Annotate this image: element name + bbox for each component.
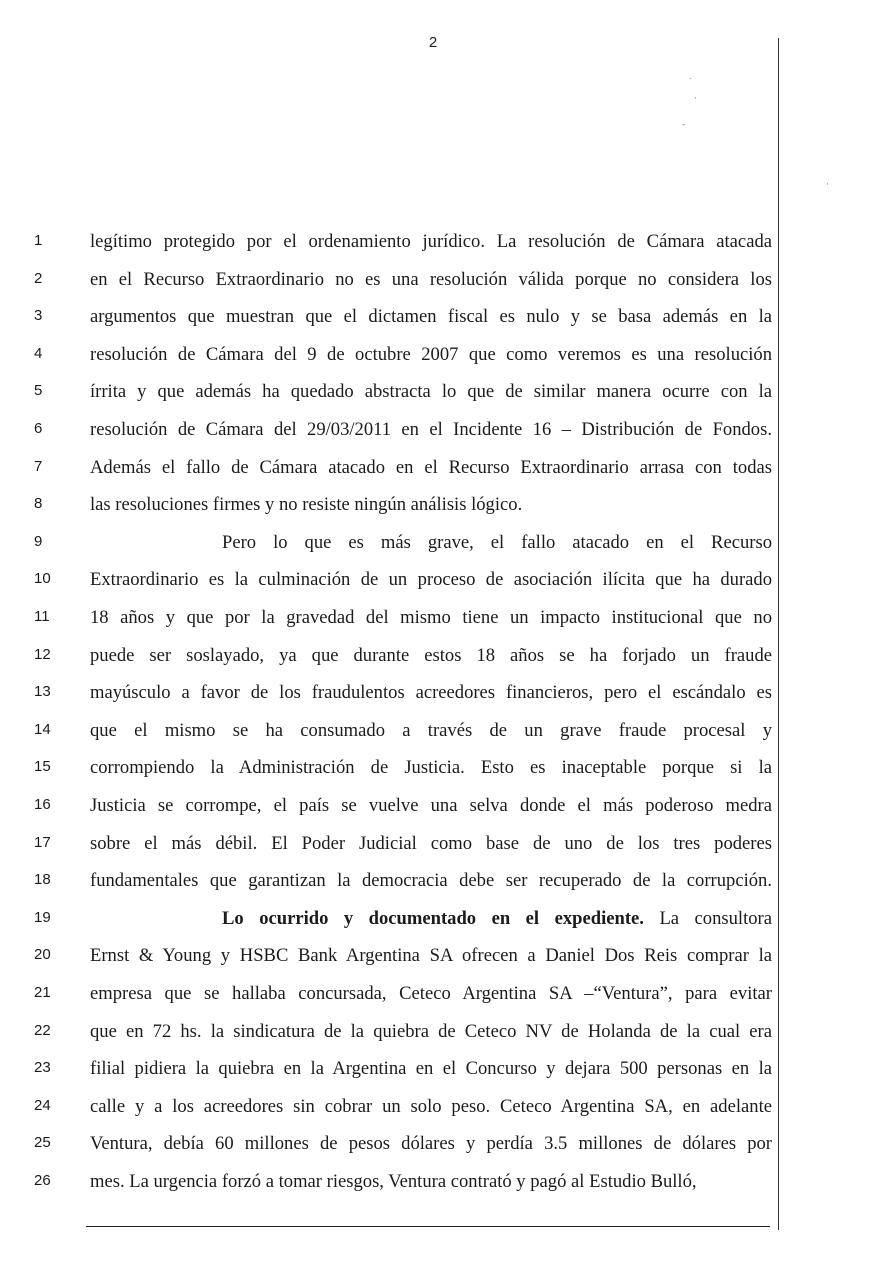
line-number: 7 — [34, 457, 43, 475]
line-text: calle y a los acreedores sin cobrar un solo peso. Ceteco Argentina SA, en adelante — [90, 1095, 772, 1117]
line-number: 11 — [34, 608, 50, 625]
document-line — [0, 794, 800, 818]
scan-speck: - — [682, 120, 686, 130]
line-number: 15 — [34, 758, 51, 776]
document-line — [0, 832, 800, 856]
line-text: mayúsculo a favor de los fraudulentos acreedores financieros, pero el escándalo es — [90, 682, 772, 704]
document-line — [0, 1095, 800, 1119]
document-line — [0, 1020, 800, 1044]
line-number: 16 — [34, 796, 51, 813]
footer-rule — [86, 1226, 770, 1227]
line-number: 3 — [34, 307, 43, 325]
line-number: 17 — [34, 833, 51, 851]
line-number: 25 — [34, 1134, 51, 1152]
document-line — [0, 568, 800, 592]
line-text: puede ser soslayado, ya que durante estos 18 años se ha forjado un fraude — [90, 644, 772, 666]
line-text: 18 años y que por la gravedad del mismo tiene un impacto institucional que no — [90, 607, 772, 628]
line-text: Justicia se corrompe, el país se vuelve una selva donde el más poderoso medra — [90, 795, 772, 816]
section-heading: Lo ocurrido y documentado en el expediente. — [222, 907, 644, 929]
document-line — [0, 230, 800, 254]
document-line — [0, 1170, 800, 1194]
page-number: 2 — [428, 34, 438, 51]
line-number: 12 — [34, 645, 51, 663]
line-number: 14 — [34, 720, 51, 738]
line-number: 1 — [34, 232, 43, 249]
line-text: Además el fallo de Cámara atacado en el Recurso Extraordinario arrasa con todas — [90, 456, 772, 478]
document-line — [0, 869, 800, 893]
document-line — [0, 606, 800, 630]
line-text: en el Recurso Extraordinario no es una resolución válida porque no considera los — [90, 268, 772, 290]
line-text: argumentos que muestran que el dictamen fiscal es nulo y se basa además en la — [90, 306, 772, 328]
document-line — [0, 681, 800, 705]
line-text: sobre el más débil. El Poder Judicial como base de uno de los tres poderes — [90, 832, 772, 854]
document-line — [0, 644, 800, 668]
line-number: 6 — [34, 420, 43, 437]
line-text-rest: La consultora — [659, 907, 772, 929]
line-number: 20 — [34, 946, 51, 964]
line-text: Ventura, debía 60 millones de pesos dólares y perdía 3.5 millones de dólares por — [90, 1133, 772, 1155]
line-text: empresa que se hallaba concursada, Ceteco Argentina SA –“Ventura”, para evitar — [90, 983, 772, 1004]
line-text: corrompiendo la Administración de Justicia. Esto es inaceptable porque si la — [90, 757, 772, 779]
line-number: 10 — [34, 570, 51, 588]
document-line — [0, 944, 800, 968]
line-text: Ernst & Young y HSBC Bank Argentina SA ofrecen a Daniel Dos Reis comprar la — [90, 945, 772, 967]
scan-speck: · — [826, 180, 829, 190]
document-line — [0, 456, 800, 480]
document-line — [0, 305, 800, 329]
line-number: 24 — [34, 1096, 51, 1114]
document-line — [0, 907, 800, 931]
line-text: írrita y que además ha quedado abstracta lo que de similar manera ocurre con la — [90, 381, 772, 403]
line-number: 23 — [34, 1059, 51, 1077]
line-text — [222, 907, 772, 931]
document-line — [0, 418, 800, 442]
line-number: 4 — [34, 344, 43, 362]
document-line — [0, 982, 800, 1006]
line-text: las resoluciones firmes y no resiste ningún análisis lógico. — [90, 494, 523, 516]
line-text: mes. La urgencia forzó a tomar riesgos, Ventura contrató y pagó al Estudio Bulló, — [90, 1171, 697, 1192]
document-line — [0, 531, 800, 555]
line-number: 13 — [34, 683, 51, 701]
document-line — [0, 1057, 800, 1081]
document-line — [0, 493, 800, 517]
line-number: 9 — [34, 532, 43, 550]
scan-speck: ˙ — [688, 78, 693, 88]
document-line — [0, 1132, 800, 1156]
line-text: fundamentales que garantizan la democracia debe ser recuperado de la corrupción. — [90, 870, 772, 892]
line-text: resolución de Cámara del 29/03/2011 en el Incidente 16 – Distribución de Fondos. — [90, 419, 772, 440]
document-line — [0, 268, 800, 292]
line-text: legítimo protegido por el ordenamiento jurídico. La resolución de Cámara atacada — [90, 231, 772, 252]
document-line — [0, 756, 800, 780]
line-text: que el mismo se ha consumado a través de un grave fraude procesal y — [90, 719, 772, 741]
margin-rule — [778, 38, 779, 1230]
line-number: 22 — [34, 1021, 51, 1039]
line-text: Pero lo que es más grave, el fallo atacado en el Recurso — [222, 531, 772, 553]
line-text: filial pidiera la quiebra en la Argentina en el Concurso y dejara 500 personas en la — [90, 1058, 772, 1080]
line-number: 5 — [34, 382, 43, 400]
line-number: 19 — [34, 908, 51, 926]
scan-speck: · — [694, 94, 697, 104]
line-text: que en 72 hs. la sindicatura de la quiebra de Ceteco NV de Holanda de la cual era — [90, 1020, 772, 1042]
line-text: Extraordinario es la culminación de un proceso de asociación ilícita que ha durado — [90, 569, 772, 591]
document-line — [0, 343, 800, 367]
document-line — [0, 719, 800, 743]
line-number: 18 — [34, 871, 51, 889]
document-line — [0, 380, 800, 404]
line-number: 2 — [34, 269, 43, 287]
line-number: 8 — [34, 495, 43, 513]
line-number: 26 — [34, 1172, 51, 1189]
line-text: resolución de Cámara del 9 de octubre 2007 que como veremos es una resolución — [90, 343, 772, 365]
line-number: 21 — [34, 984, 51, 1001]
